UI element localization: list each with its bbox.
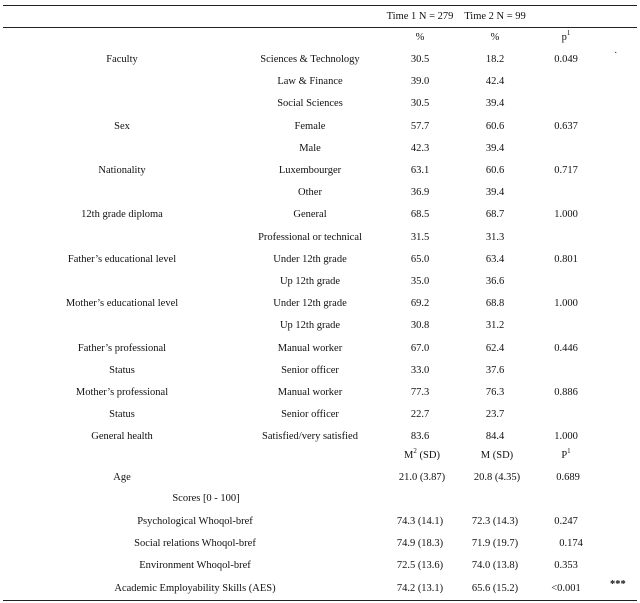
age-p: 0.689 bbox=[556, 472, 580, 483]
row-time1-value: 30.5 bbox=[410, 54, 430, 65]
top-rule bbox=[3, 5, 637, 6]
row-p-value: 1.000 bbox=[554, 209, 578, 220]
time1-header: Time 1 N = 279 bbox=[386, 11, 454, 22]
percent-header-time2: % bbox=[490, 32, 500, 43]
row-category: Male bbox=[299, 143, 321, 154]
row-category: Professional or technical bbox=[258, 232, 362, 243]
row-p-value: 0.637 bbox=[554, 121, 578, 132]
row-category: Other bbox=[298, 187, 322, 198]
row-time1-value: 67.0 bbox=[410, 343, 430, 354]
row-variable: Father’s professional bbox=[77, 343, 167, 354]
percent-header-time1: % bbox=[415, 32, 425, 43]
row-variable: Faculty bbox=[106, 54, 138, 65]
row-time1-value: 36.9 bbox=[410, 187, 430, 198]
row-time2-value: 60.6 bbox=[485, 121, 505, 132]
row-time2-value: 84.4 bbox=[485, 431, 505, 442]
row-category: Satisfied/very satisfied bbox=[262, 431, 358, 442]
row-category: Under 12th grade bbox=[273, 298, 347, 309]
row-time1-value: 83.6 bbox=[410, 431, 430, 442]
row-category: Social Sciences bbox=[277, 98, 343, 109]
mean-header-time1: $M^2$ (SD) bbox=[404, 447, 440, 461]
row-p-value: 0.049 bbox=[554, 54, 578, 65]
stray-mark: · bbox=[614, 48, 618, 59]
row-time2-value: 31.3 bbox=[485, 232, 505, 243]
row-category: Senior officer bbox=[281, 409, 339, 420]
score-p-value: 0.247 bbox=[554, 516, 578, 527]
row-p-value: 0.801 bbox=[554, 254, 578, 265]
row-time2-value: 18.2 bbox=[485, 54, 505, 65]
score-p-value: 0.174 bbox=[559, 538, 583, 549]
score-p-value: <0.001 bbox=[551, 583, 581, 594]
row-category: Under 12th grade bbox=[273, 254, 347, 265]
row-category: Luxembourger bbox=[278, 165, 342, 176]
score-time1-value: 74.9 (18.3) bbox=[396, 538, 444, 549]
row-variable: Status bbox=[109, 365, 135, 376]
p-header-2: $P^1$ bbox=[561, 447, 571, 461]
row-time1-value: 22.7 bbox=[410, 409, 430, 420]
row-time2-value: 68.8 bbox=[485, 298, 505, 309]
row-time2-value: 39.4 bbox=[485, 143, 505, 154]
row-category: Up 12th grade bbox=[279, 320, 341, 331]
row-time1-value: 68.5 bbox=[410, 209, 430, 220]
row-time2-value: 23.7 bbox=[485, 409, 505, 420]
bottom-rule bbox=[3, 600, 637, 601]
row-category: Law & Finance bbox=[277, 76, 343, 87]
row-category: Female bbox=[294, 121, 326, 132]
header-rule bbox=[3, 27, 637, 28]
score-time2-value: 71.9 (19.7) bbox=[471, 538, 519, 549]
row-variable: Father’s educational level bbox=[67, 254, 177, 265]
row-category: General bbox=[293, 209, 327, 220]
row-category: Manual worker bbox=[277, 343, 343, 354]
row-category: Sciences & Technology bbox=[260, 54, 360, 65]
score-label: Social relations Whoqol-bref bbox=[134, 538, 256, 549]
score-time2-value: 65.6 (15.2) bbox=[471, 583, 519, 594]
row-category: Up 12th grade bbox=[279, 276, 341, 287]
time2-header: Time 2 N = 99 bbox=[464, 11, 526, 22]
row-p-value: 0.886 bbox=[554, 387, 578, 398]
row-time2-value: 42.4 bbox=[485, 76, 505, 87]
score-label: Academic Employability Skills (AES) bbox=[114, 583, 276, 594]
score-time2-value: 72.3 (14.3) bbox=[471, 516, 519, 527]
p-header: $p^1$ bbox=[561, 29, 571, 43]
score-time1-value: 74.2 (13.1) bbox=[396, 583, 444, 594]
score-time1-value: 74.3 (14.1) bbox=[396, 516, 444, 527]
row-variable: Sex bbox=[114, 121, 130, 132]
row-time2-value: 37.6 bbox=[485, 365, 505, 376]
row-time2-value: 63.4 bbox=[485, 254, 505, 265]
score-label: Environment Whoqol-bref bbox=[139, 560, 251, 571]
score-time1-value: 72.5 (13.6) bbox=[396, 560, 444, 571]
row-time1-value: 63.1 bbox=[410, 165, 430, 176]
row-time1-value: 35.0 bbox=[410, 276, 430, 287]
row-variable: Mother’s professional bbox=[75, 387, 169, 398]
row-time1-value: 65.0 bbox=[410, 254, 430, 265]
row-time2-value: 39.4 bbox=[485, 98, 505, 109]
row-time1-value: 42.3 bbox=[410, 143, 430, 154]
score-label: Psychological Whoqol-bref bbox=[137, 516, 253, 527]
row-time1-value: 69.2 bbox=[410, 298, 430, 309]
row-time1-value: 30.8 bbox=[410, 320, 430, 331]
row-time1-value: 39.0 bbox=[410, 76, 430, 87]
row-time2-value: 68.7 bbox=[485, 209, 505, 220]
row-p-value: 1.000 bbox=[554, 298, 578, 309]
row-time1-value: 31.5 bbox=[410, 232, 430, 243]
row-time2-value: 36.6 bbox=[485, 276, 505, 287]
row-variable: 12th grade diploma bbox=[81, 209, 163, 220]
row-time2-value: 76.3 bbox=[485, 387, 505, 398]
row-p-value: 1.000 bbox=[554, 431, 578, 442]
row-time2-value: 31.2 bbox=[485, 320, 505, 331]
row-variable: Status bbox=[109, 409, 135, 420]
mean-header-time2: M (SD) bbox=[480, 450, 514, 461]
significance-mark: *** bbox=[610, 579, 626, 590]
row-variable: General health bbox=[91, 431, 153, 442]
age-time1: 21.0 (3.87) bbox=[398, 472, 446, 483]
row-variable: Mother’s educational level bbox=[65, 298, 179, 309]
row-time1-value: 30.5 bbox=[410, 98, 430, 109]
row-p-value: 0.717 bbox=[554, 165, 578, 176]
scores-label: Scores [0 - 100] bbox=[172, 493, 240, 504]
row-category: Senior officer bbox=[281, 365, 339, 376]
row-time2-value: 62.4 bbox=[485, 343, 505, 354]
row-time1-value: 57.7 bbox=[410, 121, 430, 132]
score-time2-value: 74.0 (13.8) bbox=[471, 560, 519, 571]
age-time2: 20.8 (4.35) bbox=[473, 472, 521, 483]
row-time1-value: 33.0 bbox=[410, 365, 430, 376]
score-p-value: 0.353 bbox=[554, 560, 578, 571]
row-time1-value: 77.3 bbox=[410, 387, 430, 398]
row-time2-value: 39.4 bbox=[485, 187, 505, 198]
row-time2-value: 60.6 bbox=[485, 165, 505, 176]
row-variable: Nationality bbox=[98, 165, 146, 176]
row-category: Manual worker bbox=[277, 387, 343, 398]
row-p-value: 0.446 bbox=[554, 343, 578, 354]
age-label: Age bbox=[113, 472, 131, 483]
